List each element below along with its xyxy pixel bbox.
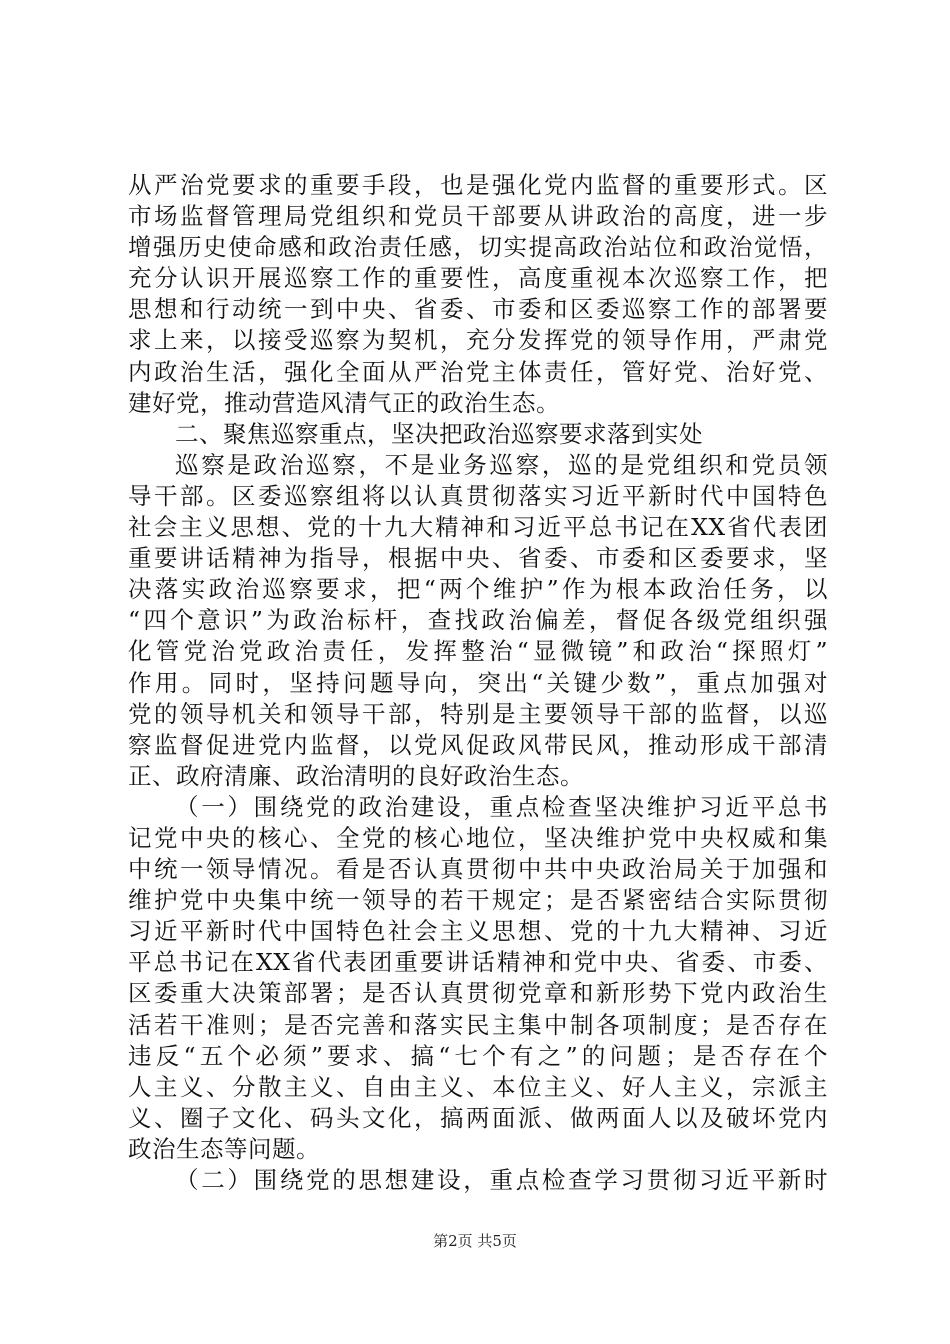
text-line: 化管党治党政治责任，发挥整治“显微镜”和政治“探照灯” (128, 637, 828, 666)
text-line: 正、政府清廉、政治清明的良好政治生态。 (128, 761, 584, 790)
text-line: 作用。同时，坚持问题导向，突出“关键少数”，重点加强对 (128, 668, 828, 697)
text-line: 思想和行动统一到中央、省委、市委和区委巡察工作的部署要 (128, 295, 828, 324)
page-footer: 第2页 共5页 (433, 1232, 517, 1250)
text-line: 违反“五个必须”要求、搞“七个有之”的问题；是否存在个 (128, 1041, 828, 1070)
text-line: （二）围绕党的思想建设，重点检查学习贯彻习近平新时 (175, 1166, 828, 1194)
text-line: 记党中央的核心、全党的核心地位，坚决维护党中央权威和集 (128, 823, 828, 852)
text-line: 活若干准则；是否完善和落实民主集中制各项制度；是否存在 (128, 1010, 828, 1039)
text-line: （一）围绕党的政治建设，重点检查坚决维护习近平总书 (175, 792, 828, 821)
text-line: 巡察是政治巡察，不是业务巡察，巡的是党组织和党员领 (175, 450, 828, 479)
text-line: 习近平新时代中国特色社会主义思想、党的十九大精神、习近 (128, 917, 828, 946)
text-line: 从严治党要求的重要手段，也是强化党内监督的重要形式。区 (128, 171, 828, 199)
text-line: 党的领导机关和领导干部，特别是主要领导干部的监督，以巡 (128, 699, 828, 728)
text-line: 社会主义思想、党的十九大精神和习近平总书记在XX省代表团 (128, 513, 828, 542)
text-line: 市场监督管理局党组织和党员干部要从讲政治的高度，进一步 (128, 202, 828, 231)
text-line: 导干部。区委巡察组将以认真贯彻落实习近平新时代中国特色 (128, 481, 828, 510)
text-line: “四个意识”为政治标杆，查找政治偏差，督促各级党组织强 (128, 606, 828, 635)
section-heading: 二、聚焦巡察重点，坚决把政治巡察要求落到实处 (175, 419, 703, 448)
text-line: 内政治生活，强化全面从严治党主体责任，管好党、治好党、 (128, 357, 828, 386)
text-line: 充分认识开展巡察工作的重要性，高度重视本次巡察工作，把 (128, 264, 828, 293)
text-line: 人主义、分散主义、自由主义、本位主义、好人主义，宗派主 (128, 1072, 828, 1101)
text-line: 义、圈子文化、码头文化，搞两面派、做两面人以及破坏党内 (128, 1103, 828, 1132)
text-line: 中统一领导情况。看是否认真贯彻中共中央政治局关于加强和 (128, 855, 828, 884)
body-text (128, 170, 828, 1196)
text-line: 区委重大决策部署；是否认真贯彻党章和新形势下党内政治生 (128, 979, 828, 1008)
text-line: 重要讲话精神为指导，根据中央、省委、市委和区委要求，坚 (128, 544, 828, 573)
text-line: 政治生态等问题。 (128, 1134, 320, 1163)
text-line: 建好党，推动营造风清气正的政治生态。 (128, 388, 560, 417)
text-line: 平总书记在XX省代表团重要讲话精神和党中央、省委、市委、 (128, 948, 828, 977)
text-line: 察监督促进党内监督，以党风促政风带民风，推动形成干部清 (128, 730, 828, 759)
text-line: 增强历史使命感和政治责任感，切实提高政治站位和政治觉悟， (128, 233, 828, 262)
text-line: 求上来，以接受巡察为契机，充分发挥党的领导作用，严肃党 (128, 326, 828, 355)
text-line: 决落实政治巡察要求，把“两个维护”作为根本政治任务，以 (128, 575, 828, 604)
text-line: 维护党中央集中统一领导的若干规定；是否紧密结合实际贯彻 (128, 886, 828, 915)
